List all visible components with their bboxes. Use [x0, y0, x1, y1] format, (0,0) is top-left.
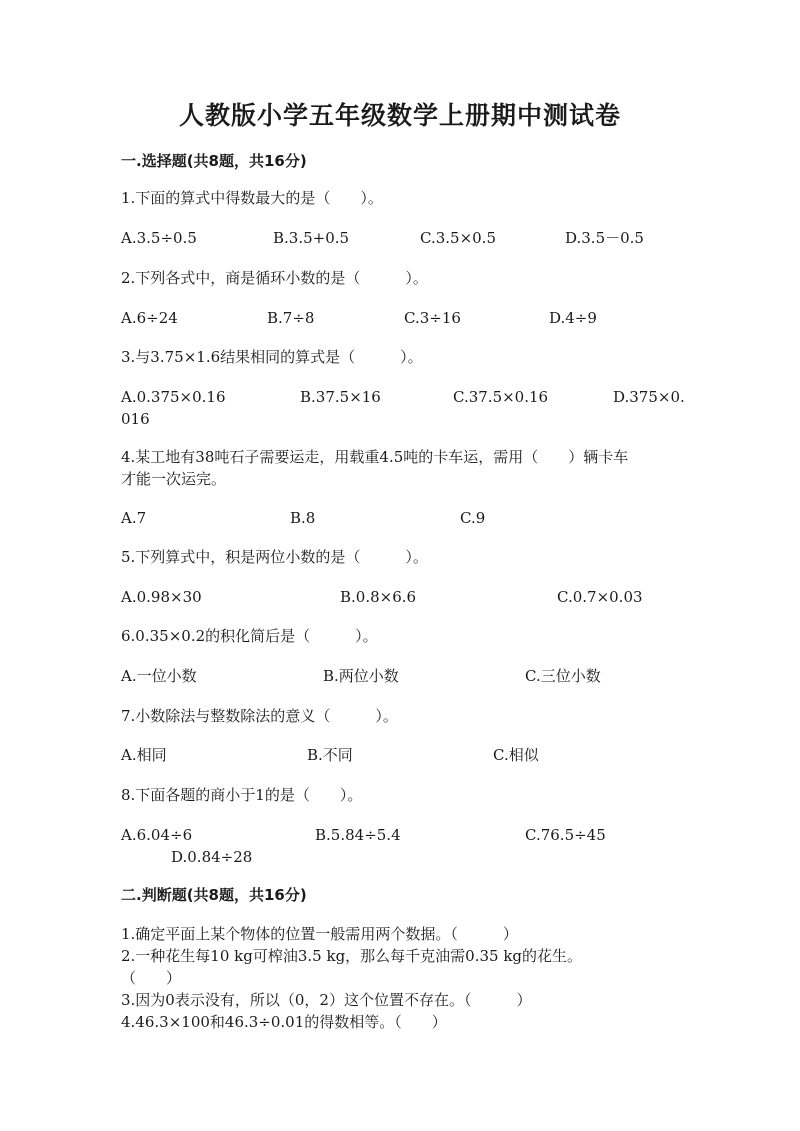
question-7-option-b: B.不同 — [307, 746, 353, 764]
question-3-stem: 3.与3.75×1.6结果相同的算式是（ ）。 — [121, 348, 423, 366]
question-8-option-a: A.6.04÷6 — [121, 826, 193, 844]
question-1-stem: 1.下面的算式中得数最大的是（ ）。 — [121, 189, 383, 207]
question-3-option-d-continued: 016 — [121, 410, 150, 428]
question-1-option-a: A.3.5÷0.5 — [121, 229, 197, 247]
judgement-3: 3.因为0表示没有，所以（0，2）这个位置不存在。（ ） — [121, 991, 532, 1009]
question-6-option-a: A.一位小数 — [121, 667, 197, 685]
question-8-stem: 8.下面各题的商小于1的是（ ）。 — [121, 786, 363, 804]
question-5-stem: 5.下列算式中，积是两位小数的是（ ）。 — [121, 548, 428, 566]
section-heading-choice: 一.选择题(共8题，共16分) — [121, 152, 307, 170]
question-1-option-c: C.3.5×0.5 — [420, 229, 496, 247]
question-5-option-c: C.0.7×0.03 — [557, 588, 643, 606]
question-4-option-c: C.9 — [460, 509, 486, 527]
question-1-option-b: B.3.5+0.5 — [273, 229, 350, 247]
question-7-option-a: A.相同 — [121, 746, 167, 764]
question-7-stem: 7.小数除法与整数除法的意义（ ）。 — [121, 707, 398, 725]
question-5-option-b: B.0.8×6.6 — [340, 588, 417, 606]
question-8-option-c: C.76.5÷45 — [525, 826, 606, 844]
question-8-option-d: D.0.84÷28 — [171, 848, 253, 866]
question-6-option-b: B.两位小数 — [323, 667, 399, 685]
question-2-option-d: D.4÷9 — [549, 309, 597, 327]
question-5-option-a: A.0.98×30 — [121, 588, 202, 606]
page-title: 人教版小学五年级数学上册期中测试卷 — [178, 101, 621, 130]
judgement-2-bracket: （ ） — [121, 969, 182, 987]
judgement-2: 2.一种花生每10 kg可榨油3.5 kg，那么每千克油需0.35 kg的花生。 — [121, 947, 583, 965]
judgement-4: 4.46.3×100和46.3÷0.01的得数相等。（ ） — [121, 1013, 447, 1031]
question-2-stem: 2.下列各式中，商是循环小数的是（ ）。 — [121, 269, 428, 287]
question-2-option-a: A.6÷24 — [121, 309, 178, 327]
question-2-option-b: B.7÷8 — [267, 309, 315, 327]
question-3-option-d: D.375×0. — [613, 388, 685, 406]
question-6-option-c: C.三位小数 — [525, 667, 601, 685]
question-1-option-d: D.3.5－0.5 — [565, 229, 644, 247]
judgement-1: 1.确定平面上某个物体的位置一般需用两个数据。（ ） — [121, 925, 518, 943]
question-4-option-b: B.8 — [290, 509, 316, 527]
question-6-stem: 6.0.35×0.2的积化简后是（ ）。 — [121, 627, 378, 645]
question-7-option-c: C.相似 — [493, 746, 539, 764]
question-3-option-b: B.37.5×16 — [300, 388, 381, 406]
question-4-option-a: A.7 — [121, 509, 147, 527]
section-heading-judgement: 二.判断题(共8题，共16分) — [121, 886, 307, 904]
question-8-option-b: B.5.84÷5.4 — [315, 826, 401, 844]
question-4-stem-line-2: 才能一次运完。 — [121, 470, 227, 488]
question-2-option-c: C.3÷16 — [404, 309, 461, 327]
question-3-option-a: A.0.375×0.16 — [121, 388, 226, 406]
question-4-stem-line-1: 4.某工地有38吨石子需要运走，用载重4.5吨的卡车运，需用（ ）辆卡车 — [121, 448, 629, 466]
question-3-option-c: C.37.5×0.16 — [453, 388, 549, 406]
